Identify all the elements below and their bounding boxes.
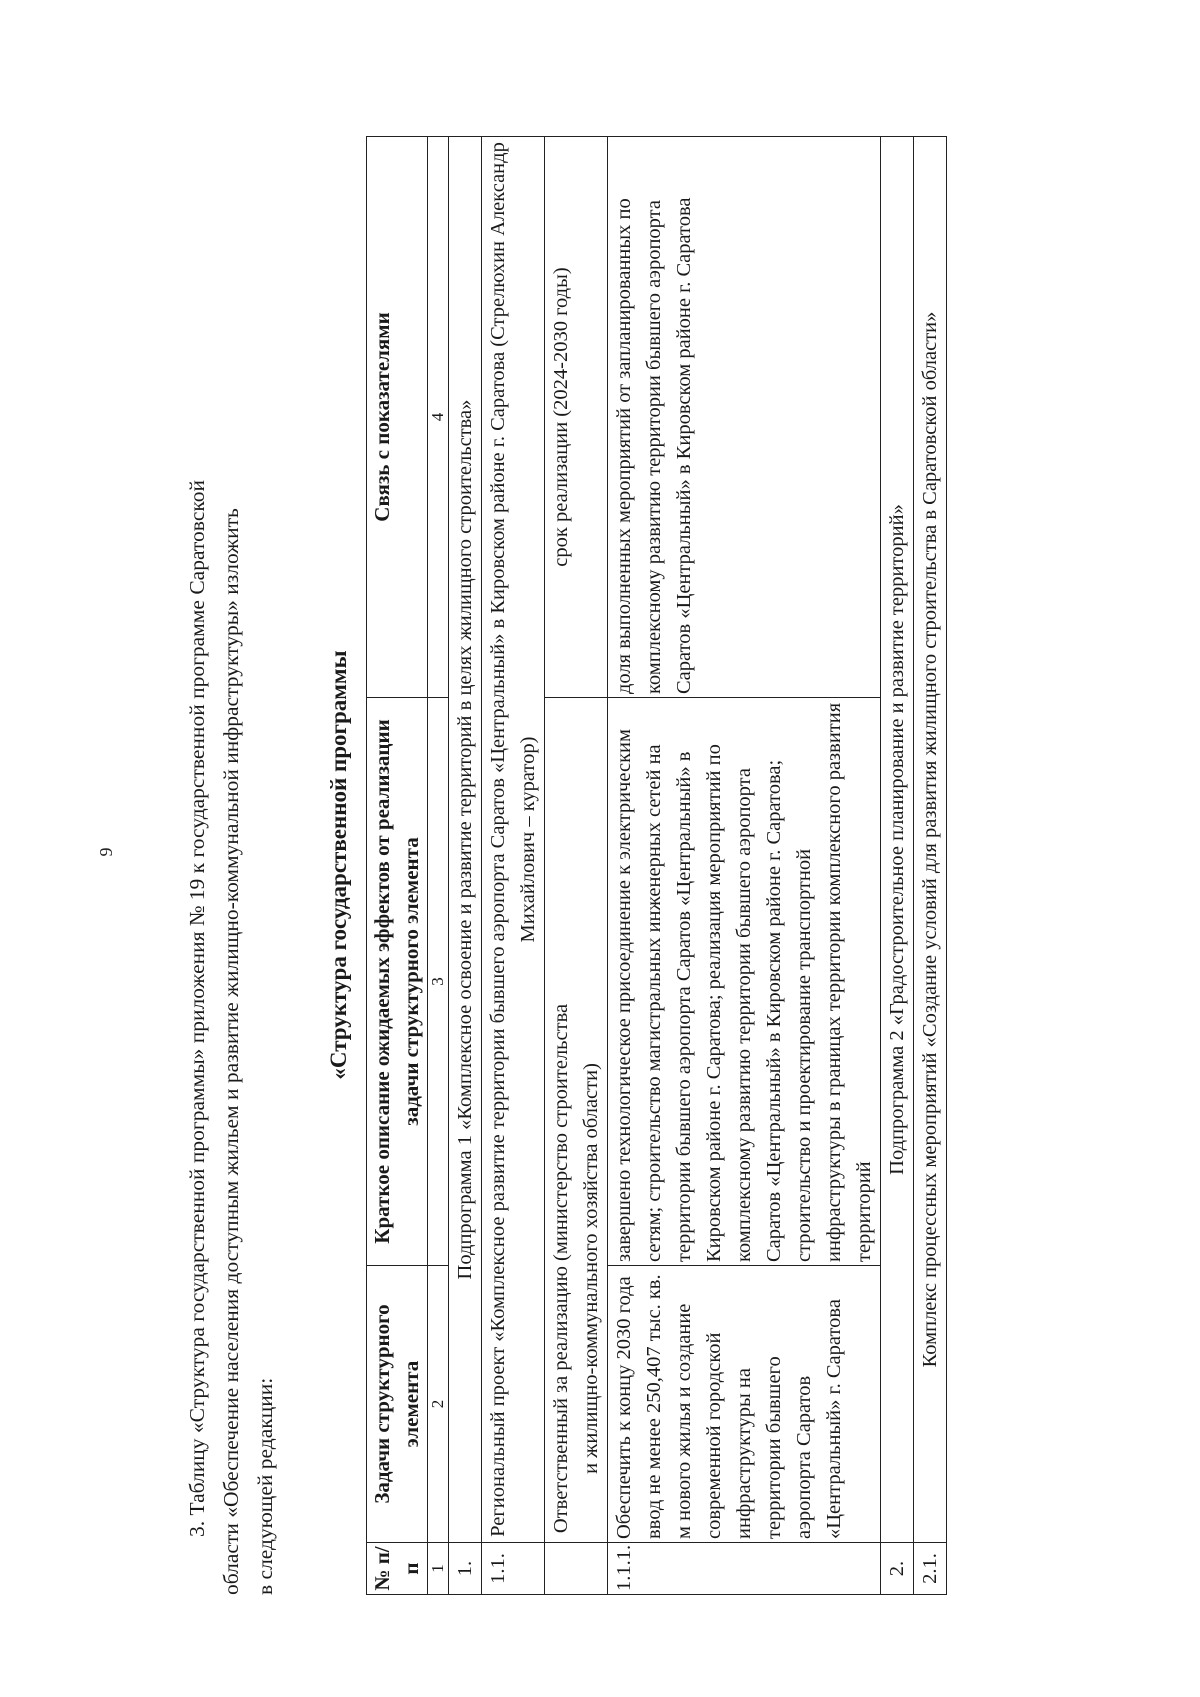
header-num: № п/п <box>367 1543 428 1595</box>
implementation-period: срок реализации (2024-2030 годы) <box>545 137 608 698</box>
indicator-link-text: доля выполненных мероприятий от запланированных по комплексному развитию территории бывшего аэропорта Саратов «Центральный» в Кировском районе г. Саратова <box>608 137 881 698</box>
page-number: 9 <box>96 847 116 857</box>
row-number: 1.1.1. <box>608 1543 881 1595</box>
rotated-page-content <box>180 135 1100 1595</box>
header-link: Связь с показателями <box>367 137 428 698</box>
table-row <box>449 137 482 1595</box>
regional-project: Региональный проект «Комплексное развитие территории бывшего аэропорта Саратов «Центральный» в Кировском районе г. Саратова (Стрелюхин Александр Михайлович – куратор) <box>482 137 545 1543</box>
table-title: «Структура государственной программы <box>326 650 351 1080</box>
intro-line-3: в следующей редакции: <box>253 1377 277 1595</box>
header-row <box>367 137 428 1595</box>
col-number-4: 4 <box>428 137 449 698</box>
table-row <box>545 137 608 1595</box>
col-number-1: 1 <box>428 1543 449 1595</box>
subprogram-1: Подпрограмма 1 «Комплексное освоение и развитие территорий в целях жилищного строительства» <box>449 137 482 1543</box>
header-effects: Краткое описание ожидаемых эффектов от реализации задачи структурного элемента <box>367 698 428 1266</box>
intro-line-1: 3. Таблицу «Структура государственной программы» приложения № 19 к государственной программе Саратовской <box>185 480 209 1537</box>
effect-text: завершено технологическое присоединение к электрическим сетям; строительство магистральных инженерных сетей на территории бывшего аэропорта Саратов «Центральный» в Кировском районе г. Саратова; реализация мероприятий по комплексному развитию территории бывшего аэропорта Саратов «Центральный» в Кировском районе г. Саратова; строительство и проектирование транспортной инфраструктуры в границах территории комплексного развития территорий <box>608 698 881 1266</box>
structure-table <box>366 136 947 1595</box>
row-number: 1. <box>449 1543 482 1595</box>
process-complex: Комплекс процессных мероприятий «Создание условий для развития жилищного строительства в Саратовской области» <box>914 137 947 1543</box>
table-row <box>881 137 914 1595</box>
col-number-3: 3 <box>428 698 449 1266</box>
row-number: 2.1. <box>914 1543 947 1595</box>
table-row <box>482 137 545 1595</box>
column-number-row <box>428 137 449 1595</box>
table-row <box>914 137 947 1595</box>
row-number: 1.1. <box>482 1543 545 1595</box>
task-text: Обеспечить к концу 2030 года ввод не менее 250,407 тыс. кв. м нового жилья и создание современной городской инфраструктуры на территории бывшего аэропорта Саратов «Центральный» г. Саратова <box>608 1266 881 1543</box>
col-number-2: 2 <box>428 1266 449 1543</box>
header-tasks: Задачи структурного элемента <box>367 1266 428 1543</box>
subprogram-2: Подпрограмма 2 «Градостроительное планирование и развитие территорий» <box>881 137 914 1543</box>
intro-line-2: области «Обеспечение населения доступным жильем и развитие жилищно-коммунальной инфраструктуры» изложить <box>219 508 243 1595</box>
intro-paragraph <box>180 135 282 1595</box>
table-row <box>608 137 881 1595</box>
responsible: Ответственный за реализацию (министерство строительства и жилищно-коммунального хозяйства области) <box>545 698 608 1543</box>
row-number: 2. <box>881 1543 914 1595</box>
